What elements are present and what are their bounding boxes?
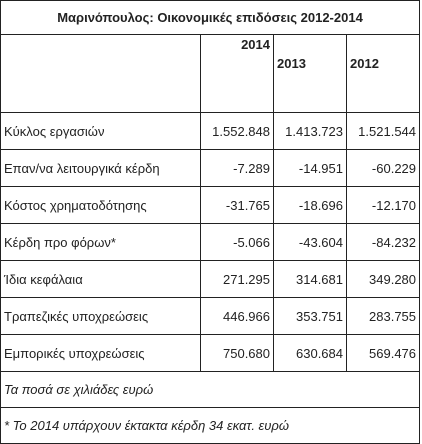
cell-value: -5.066 (201, 224, 274, 261)
cell-value: 1.552.848 (201, 113, 274, 150)
header-year-2012: 2012 (347, 35, 420, 113)
cell-value: -60.229 (347, 150, 420, 187)
row-label: Κόστος χρηματοδότησης (1, 187, 201, 224)
cell-value: 1.413.723 (274, 113, 347, 150)
cell-value: -84.232 (347, 224, 420, 261)
cell-value: 1.521.544 (347, 113, 420, 150)
cell-value: 446.966 (201, 298, 274, 335)
table-title: Μαρινόπουλος: Οικονομικές επιδόσεις 2012-2014 (1, 1, 420, 35)
footnote: * Το 2014 υπάρχουν έκτακτα κέρδη 34 εκατ. ευρώ (1, 408, 420, 444)
units-note: Τα ποσά σε χιλιάδες ευρώ (1, 372, 420, 408)
table-row (1, 224, 420, 261)
row-label: Ίδια κεφάλαια (1, 261, 201, 298)
table-row (1, 187, 420, 224)
table-header-row (1, 35, 420, 113)
row-label: Εμπορικές υποχρεώσεις (1, 335, 201, 372)
row-label: Κέρδη προ φόρων* (1, 224, 201, 261)
cell-value: 283.755 (347, 298, 420, 335)
units-note-row (1, 372, 420, 408)
cell-value: -43.604 (274, 224, 347, 261)
cell-value: -12.170 (347, 187, 420, 224)
footnote-row (1, 408, 420, 444)
cell-value: -14.951 (274, 150, 347, 187)
cell-value: 271.295 (201, 261, 274, 298)
cell-value: -7.289 (201, 150, 274, 187)
table-row (1, 261, 420, 298)
row-label: Τραπεζικές υποχρεώσεις (1, 298, 201, 335)
cell-value: 353.751 (274, 298, 347, 335)
header-year-2013: 2013 (274, 35, 347, 113)
row-label: Κύκλος εργασιών (1, 113, 201, 150)
header-year-2014: 2014 (201, 35, 274, 113)
table-row (1, 298, 420, 335)
cell-value: 750.680 (201, 335, 274, 372)
table-row (1, 335, 420, 372)
row-label: Επαν/να λειτουργικά κέρδη (1, 150, 201, 187)
header-empty-cell (1, 35, 201, 113)
cell-value: -18.696 (274, 187, 347, 224)
cell-value: 569.476 (347, 335, 420, 372)
cell-value: 314.681 (274, 261, 347, 298)
table-row (1, 150, 420, 187)
table-row (1, 113, 420, 150)
cell-value: 630.684 (274, 335, 347, 372)
cell-value: 349.280 (347, 261, 420, 298)
cell-value: -31.765 (201, 187, 274, 224)
table-title-row (1, 1, 420, 35)
